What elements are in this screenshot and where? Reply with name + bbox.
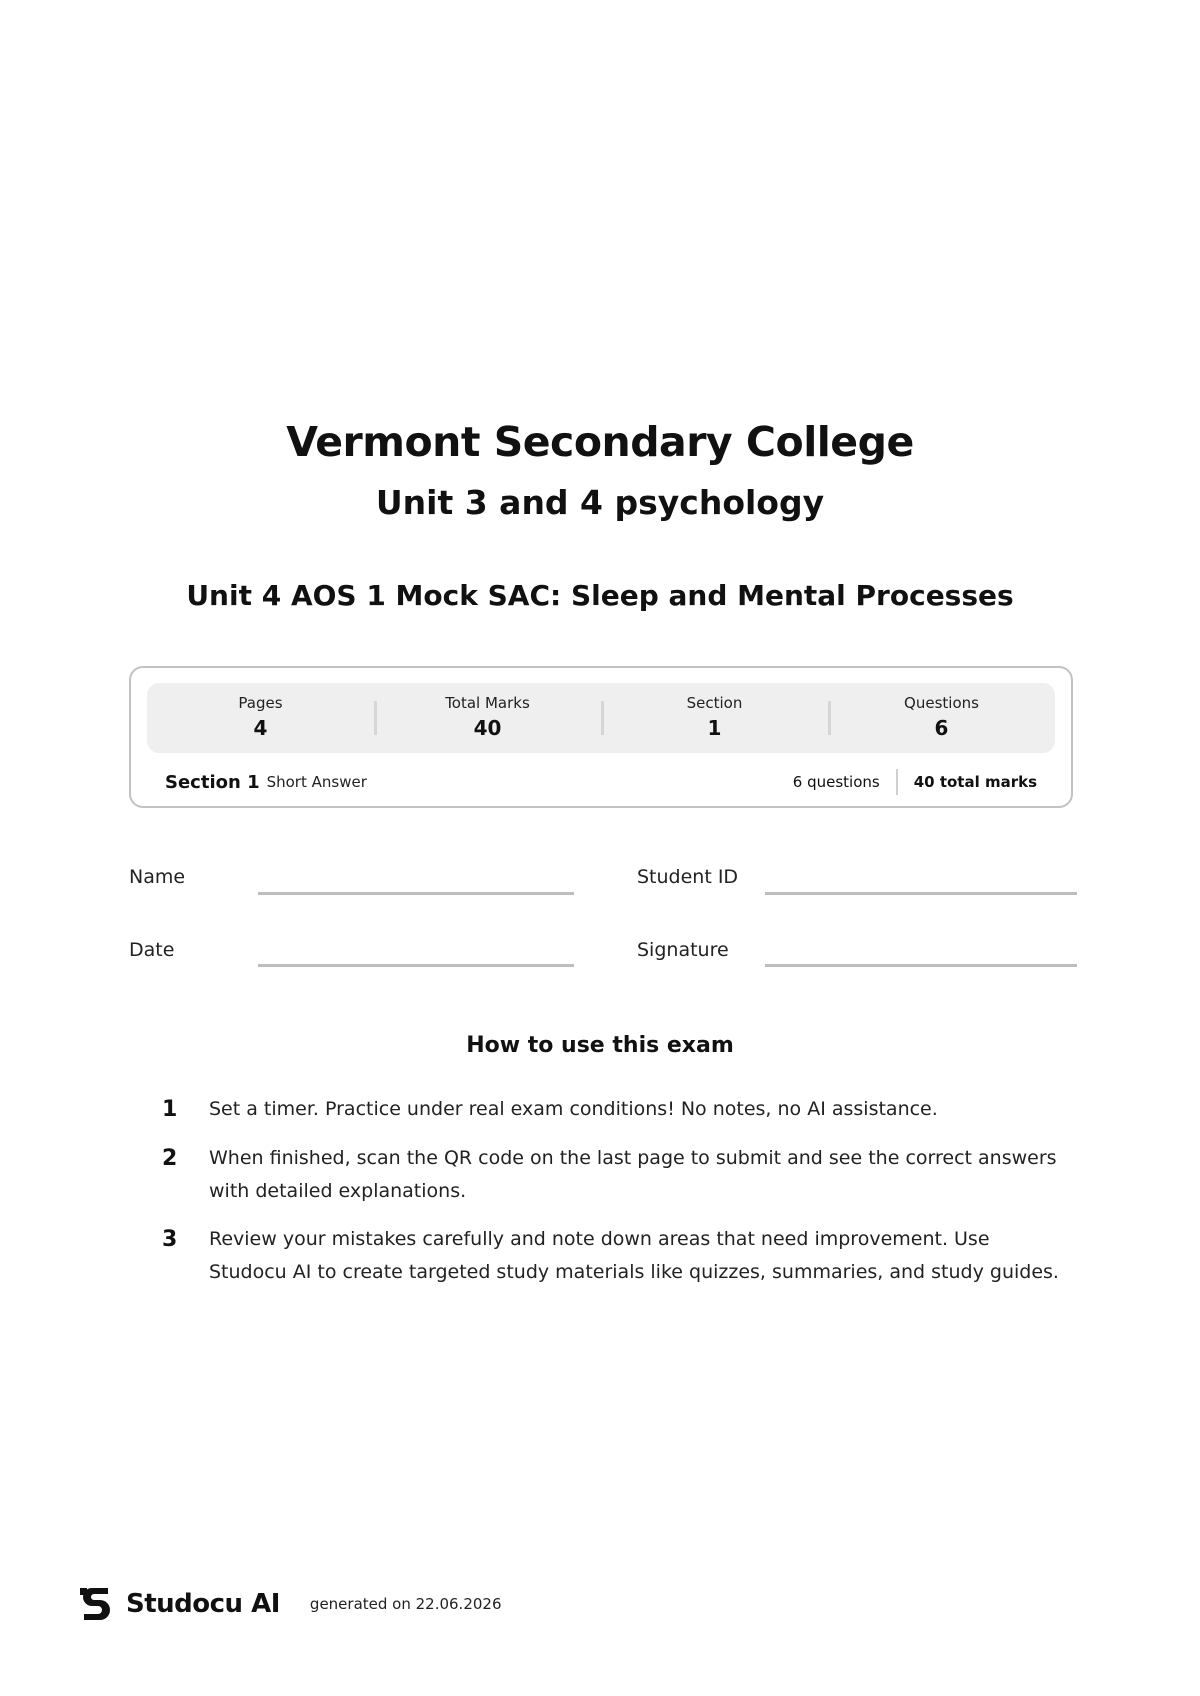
stat-value: 6 <box>934 716 949 740</box>
studocu-logo-icon <box>80 1585 114 1623</box>
step-text: Set a timer. Practice under real exam conditions! No notes, no AI assistance. <box>209 1098 938 1120</box>
brand-name: Studocu AI <box>126 1589 280 1619</box>
stat-label: Pages <box>238 694 283 712</box>
stat-label: Total Marks <box>445 694 530 712</box>
exam-summary-card <box>129 666 1073 808</box>
instructions-heading: How to use this exam <box>466 1033 734 1058</box>
stat-total-marks <box>374 683 601 753</box>
step-number: 3 <box>162 1227 178 1252</box>
section-type: Short Answer <box>266 773 367 791</box>
exam-stats-bar <box>147 683 1055 753</box>
student-id-field[interactable] <box>765 892 1077 895</box>
stat-questions <box>828 683 1055 753</box>
date-field[interactable] <box>258 964 574 967</box>
step-number: 1 <box>162 1097 178 1122</box>
name-field[interactable] <box>258 892 574 895</box>
step-number: 2 <box>162 1146 178 1171</box>
section-divider <box>896 769 898 795</box>
signature-field[interactable] <box>765 964 1077 967</box>
step-text: When finished, scan the QR code on the last page to submit and see the correct answers with detailed explanations. <box>209 1147 1057 1202</box>
section-total-marks: 40 total marks <box>913 773 1037 791</box>
section-question-count: 6 questions <box>792 773 880 791</box>
stat-value: 4 <box>253 716 268 740</box>
name-label: Name <box>129 866 186 888</box>
date-label: Date <box>129 939 175 961</box>
stat-value: 40 <box>473 716 502 740</box>
subject-title: Unit 3 and 4 psychology <box>375 483 825 522</box>
student-id-label: Student ID <box>637 866 739 888</box>
school-title: Vermont Secondary College <box>286 418 914 466</box>
section-name: Section 1 <box>165 771 260 793</box>
stat-value: 1 <box>707 716 722 740</box>
stat-section <box>601 683 828 753</box>
footer <box>80 1585 502 1623</box>
stat-label: Section <box>686 694 743 712</box>
stat-pages <box>147 683 374 753</box>
signature-label: Signature <box>637 939 729 961</box>
exam-title: Unit 4 AOS 1 Mock SAC: Sleep and Mental Processes <box>186 579 1014 612</box>
step-text: Review your mistakes carefully and note down areas that need improvement. Use Studocu AI to create targeted study materials like quizzes, summaries, and study guides. <box>209 1228 1059 1283</box>
generated-date: generated on 22.06.2026 <box>309 1595 502 1613</box>
section-summary-row <box>165 770 1037 794</box>
stat-label: Questions <box>904 694 979 712</box>
